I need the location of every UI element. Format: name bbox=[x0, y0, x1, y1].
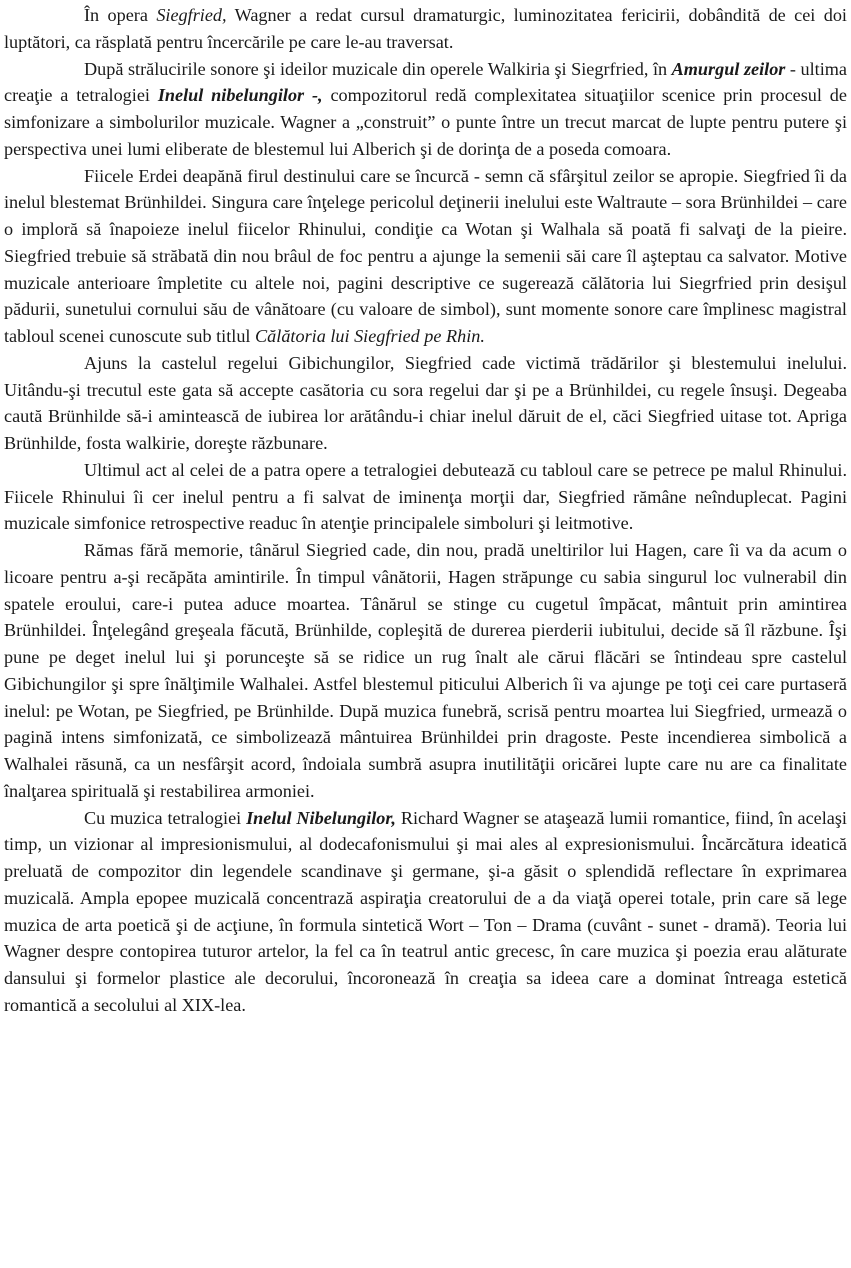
paragraph-text: Richard Wagner se ataşează lumii romantice, fiind, în acelaşi timp, un vizionar al impresionismului, al dodecafonismului şi mai ales al expresionismului. Încărcătura ideatică preluată de compozitor din legendele scandinave şi germane, şi-a găsit o splendidă reflectare în exprimarea muzicală. Ampla epopee muzicală concentrază aspiraţia creatorului de a da viaţă operei totale, prin care să lege muzica de arta poetică şi de acţiune, în formula sintetică Wort – Ton – Drama (cuvânt - sunet - dramă). Teoria lui Wagner despre contopirea tuturor artelor, la fel ca în teatrul antic grecesc, în care muzica şi poezia erau alăturate dansului şi formelor plastice ale decorului, încoronează în creaţia sa ideea care a dominat întreaga estetică romantică a secolului al XIX-lea. bbox=[4, 807, 847, 1015]
paragraph-text: Rămas fără memorie, tânărul Siegried cade, din nou, pradă uneltirilor lui Hagen, care îi va da acum o licoare pentru a-şi recăpăta amintirile. În timpul vânătorii, Hagen străpunge cu sabia singurul loc vulnerabil din spatele eroului, care-i putea aduce moartea. Tânărul se stinge cu cugetul împăcat, mântuit prin amintirea Brünhildei. Înţelegând greşeala făcută, Brünhilde, copleşită de durerea pierderii iubitului, decide să îl răzbune. Îşi pune pe deget inelul lui şi porunceşte să se ridice un rug înalt ale cărui flăcări se întindeau spre castelul Gibichungilor şi spre înălţimile Walhalei. Astfel blestemul piticului Alberich îi va ajunge pe toţi cei care purtaseră inelul: pe Wotan, pe Siegfried, pe Brünhilde. După muzica funebră, scrisă pentru moartea lui Siegfried, urmează o pagină intens simfonizată, ce simbolizează mântuirea Brünhildei prin dragoste. Peste incendierea simbolică a Walhalei răsună, ca un nesfârşit acord, îndoiala sumbră asupra inutilităţii oricărei lupte care nu are ca finalitate înalţarea spirituală şi restabilirea armoniei. bbox=[4, 540, 847, 801]
bold-italic-title: Amurgul zeilor bbox=[671, 58, 786, 79]
paragraph-text: - ultima creaţie a tetralogiei bbox=[4, 58, 848, 106]
paragraph-text: Ajuns la castelul regelui Gibichungilor, Siegfried cade victimă trădărilor şi blestemului inelului. Uitându-şi trecutul este gata să accepte casătoria cu sora regelui dar şi pe a Brünhildei, cu regele însuşi. Degeaba caută Brünhilde să-i amintească de iubirea lor arătându-i chiar inelul dăruit de el, căci Siegfried uitase tot. Apriga Brünhilde, fosta walkirie, doreşte răzbunare. bbox=[4, 352, 847, 453]
paragraph bbox=[4, 537, 847, 805]
italic-text: Călătoria lui Siegfried pe Rhin. bbox=[255, 326, 485, 346]
paragraph-text: Fiicele Erdei deapănă firul destinului care se încurcă - semn că sfârşitul zeilor se apropie. Siegfried îi da inelul blestemat Brünhildei. Singura care înţelege pericolul deţinerii inelului este Waltraute – sora Brünhildei – care o imploră să înapoieze inelul fiicelor Rhinului, condiţie ca Wotan şi Walhala să poată fi salvaţi de la pieire. Siegfried trebuie să străbată din nou brâul de foc pentru a ajunge la semenii săi care îl aşteptau ca salvator. Motive muzicale anterioare împletite cu altele noi, pagini descriptive ce sugerează călătoria lui Siegrfried prin desişul pădurii, sunetului cornului său de vânătoare (cu valoare de simbol), sunt momente sonore care împlinesc magistral tabloul scenei cunoscute sub titlul bbox=[4, 165, 847, 346]
paragraph-text: compozitorul redă complexitatea situaţiilor scenice prin procesul de simfonizare a simbolurilor muzicale. Wagner a „construit” o punte între un trecut marcat de lupte pentru putere şi perspectiva unei lumi eliberate de blestemul lui Alberich şi de dorinţa de a poseda comoara. bbox=[4, 85, 847, 159]
paragraph bbox=[4, 2, 847, 56]
paragraph bbox=[4, 805, 847, 1019]
paragraph-text: Ultimul act al celei de a patra opere a tetralogiei debutează cu tabloul care se petrece pe malul Rhinului. Fiicele Rhinului îi cer inelul pentru a fi salvat de iminenţa morţii dar, Siegfried rămâne neînduplecat. Pagini muzicale simfonice retrospective readuc în atenţie principalele simboluri şi leitmotive. bbox=[4, 459, 847, 534]
paragraph bbox=[4, 457, 847, 537]
paragraph bbox=[4, 350, 847, 457]
paragraph bbox=[4, 163, 847, 350]
document-body bbox=[4, 2, 847, 1019]
paragraph-text: În opera bbox=[84, 5, 157, 25]
paragraph bbox=[4, 56, 847, 163]
italic-text: Siegfried, bbox=[156, 5, 227, 25]
bold-italic-title: Inelul Nibelungilor, bbox=[246, 807, 396, 828]
paragraph-text: Cu muzica tetralogiei bbox=[84, 807, 247, 828]
paragraph-text: Wagner a redat cursul dramaturgic, luminozitatea fericirii, dobândită de cei doi luptători, ca răsplată pentru încercările pe care le-au traversat. bbox=[4, 5, 847, 52]
bold-italic-title: Inelul nibelungilor -, bbox=[157, 85, 323, 106]
paragraph-text: După strălucirile sonore şi ideilor muzicale din operele Walkiria şi Siegrfried, în bbox=[84, 58, 672, 79]
